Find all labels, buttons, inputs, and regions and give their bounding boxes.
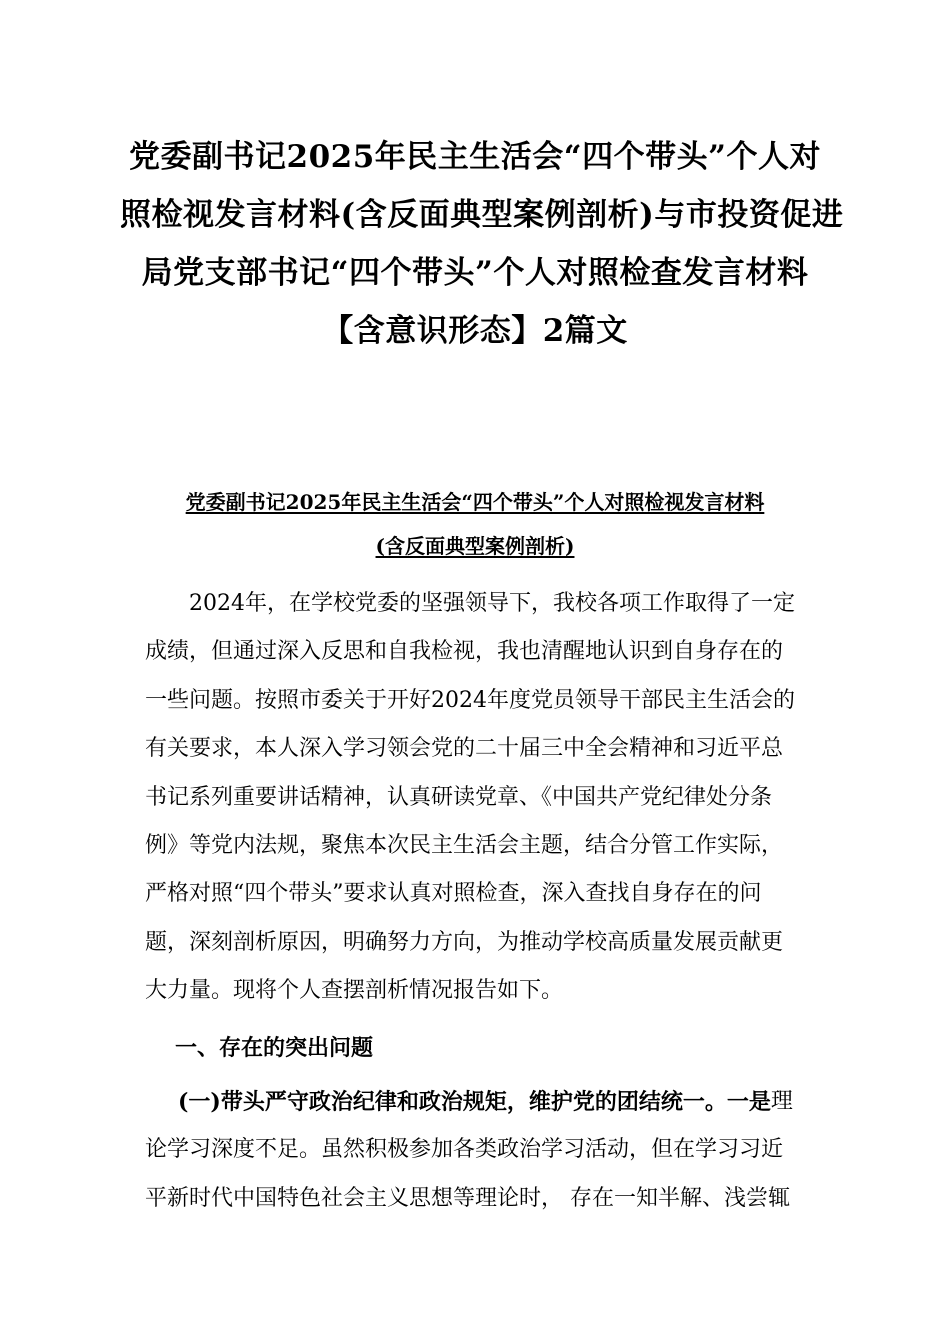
article-subtitle [120, 480, 830, 568]
subsection-line-1-rest: 理 [770, 1089, 793, 1114]
intro-line-5: 书记系列重要讲话精神，认真研读党章、《中国共产党纪律处分条 [145, 784, 773, 810]
intro-line-4: 有关要求，本人深入学习领会党的二十届三中全会精神和习近平总 [145, 736, 784, 762]
subsection-line-2: 论学习深度不足。虽然积极参加各类政治学习活动，但在学习习近 [145, 1137, 784, 1163]
subsection-line-3: 平新时代中国特色社会主义思想等理论时， 存在一知半解、浅尝辄 [145, 1185, 790, 1211]
title-line-2: 照检视发言材料(含反面典型案例剖析)与市投资促进 [120, 197, 844, 233]
title-line-4: 【含意识形态】2篇文 [322, 313, 628, 349]
subtitle-line-1: 党委副书记2025年民主生活会“四个带头”个人对照检视发言材料 [185, 490, 765, 514]
intro-line-9: 大力量。现将个人查摆剖析情况报告如下。 [145, 978, 564, 1004]
document-title [120, 128, 844, 360]
intro-line-8: 题，深刻剖析原因，明确努力方向，为推动学校高质量发展贡献更 [145, 929, 784, 955]
subtitle-line-2: (含反面典型案例剖析) [375, 534, 575, 558]
intro-line-7: 严格对照“四个带头”要求认真对照检查，深入查找自身存在的问 [145, 881, 762, 907]
intro-line-3: 一些问题。按照市委关于开好2024年度党员领导干部民主生活会的 [145, 687, 795, 713]
intro-paragraph [145, 580, 805, 1016]
title-line-3: 局党支部书记“四个带头”个人对照检查发言材料 [141, 255, 809, 291]
intro-line-6: 例》等党内法规，聚焦本次民主生活会主题，结合分管工作实际， [145, 832, 784, 858]
section-heading-1: 一、存在的突出问题 [175, 1035, 374, 1061]
subsection-line-1 [145, 1078, 805, 1126]
subsection-bold-lead: (一)带头严守政治纪律和政治规矩，维护党的团结统一。一是 [178, 1089, 771, 1115]
intro-line-2: 成绩，但通过深入反思和自我检视，我也清醒地认识到自身存在的 [145, 639, 784, 665]
title-line-1: 党委副书记2025年民主生活会“四个带头”个人对 [129, 139, 821, 175]
intro-line-1: 2024年，在学校党委的坚强领导下，我校各项工作取得了一定 [189, 591, 795, 616]
subsection-paragraph-1 [145, 1078, 805, 1223]
